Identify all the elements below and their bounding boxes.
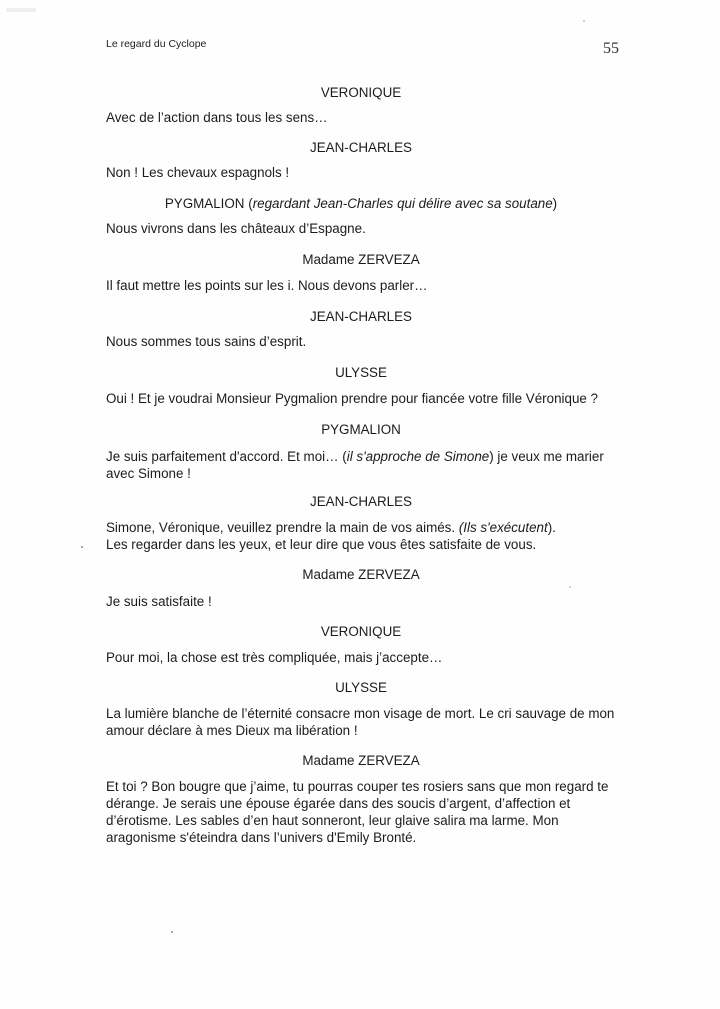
speaker-name: Madame ZERVEZA bbox=[302, 753, 420, 768]
dialogue-line bbox=[106, 593, 626, 610]
paren-open: ( bbox=[248, 196, 253, 211]
dialogue-text: Avec de l’action dans tous les sens… bbox=[106, 110, 328, 125]
speaker-name: PYGMALION bbox=[164, 196, 245, 211]
speaker-name: Madame ZERVEZA bbox=[302, 252, 420, 267]
dialogue-paragraph bbox=[106, 448, 626, 482]
speaker-name: JEAN-CHARLES bbox=[310, 494, 412, 509]
dialogue-text: Il faut mettre les points sur les i. Nous devons parler… bbox=[106, 278, 428, 293]
stage-direction: (Ils s'exécutent bbox=[458, 520, 548, 535]
speaker-name: JEAN-CHARLES bbox=[310, 309, 412, 324]
dialogue-text: Simone, Véronique, veuillez prendre la main de vos aimés. (Ils s'exécutent). bbox=[106, 520, 556, 535]
dialogue-text: Je suis satisfaite ! bbox=[106, 594, 212, 609]
dialogue-text: Les regarder dans les yeux, et leur dire que vous êtes satisfaite de vous. bbox=[106, 537, 537, 552]
dialogue-text: Je suis parfaitement d'accord. Et moi… (il s'approche de Simone) je veux me marier bbox=[106, 449, 604, 464]
dialogue-text: Nous sommes tous sains d’esprit. bbox=[106, 334, 307, 349]
dialogue-line bbox=[106, 333, 626, 350]
dialogue-text: d’érotisme. Les sables d’en haut sonneront, leur glaive salira ma larme. Mon bbox=[106, 813, 559, 828]
dialogue-text: La lumière blanche de l’éternité consacre mon visage de mort. Le cri sauvage de mon bbox=[106, 706, 615, 721]
dialogue-line bbox=[106, 390, 626, 407]
running-header-title: Le regard du Cyclope bbox=[106, 38, 207, 50]
scan-speck bbox=[569, 586, 571, 588]
speaker-with-direction bbox=[106, 196, 616, 212]
dialogue-paragraph bbox=[106, 519, 626, 553]
speaker-name: VERONIQUE bbox=[320, 85, 402, 100]
scan-speck bbox=[583, 20, 585, 22]
scan-smudge bbox=[6, 8, 36, 12]
dialogue-line bbox=[106, 277, 626, 294]
dialogue-text: aragonisme s'éteindra dans l’univers d'Emily Bronté. bbox=[106, 830, 417, 845]
dialogue-line bbox=[106, 220, 626, 237]
dialogue-line bbox=[106, 164, 626, 181]
speaker-name: ULYSSE bbox=[335, 680, 387, 695]
dialogue-text: Et toi ? Bon bougre que j’aime, tu pourras couper tes rosiers sans que mon regard te bbox=[106, 779, 609, 794]
speaker-name: VERONIQUE bbox=[320, 624, 402, 639]
scan-speck bbox=[81, 546, 83, 548]
speaker-name: JEAN-CHARLES bbox=[310, 140, 412, 155]
stage-direction: regardant Jean-Charles qui délire avec sa soutane bbox=[252, 196, 553, 211]
paren-close: ) bbox=[552, 196, 558, 211]
scan-speck bbox=[171, 931, 173, 933]
dialogue-text: Non ! Les chevaux espagnols ! bbox=[106, 165, 290, 180]
dialogue-text: Pour moi, la chose est très compliquée, mais j’accepte… bbox=[106, 650, 443, 665]
stage-direction: il s'approche de Simone bbox=[346, 449, 490, 464]
speaker-name: PYGMALION bbox=[321, 422, 401, 437]
dialogue-text: Nous vivrons dans les châteaux d’Espagne. bbox=[106, 221, 366, 236]
dialogue-text: Oui ! Et je voudrai Monsieur Pygmalion prendre pour fiancée votre fille Véronique ? bbox=[106, 391, 599, 406]
speaker-name: ULYSSE bbox=[335, 365, 387, 380]
page-number: 55 bbox=[603, 40, 619, 57]
speaker-name: Madame ZERVEZA bbox=[302, 567, 420, 582]
dialogue-text: avec Simone ! bbox=[106, 466, 191, 481]
dialogue-paragraph bbox=[106, 778, 626, 846]
dialogue-text: amour déclare à mes Dieux ma libération ! bbox=[106, 723, 358, 738]
dialogue-text: dérange. Je serais une épouse égarée dans des soucis d’argent, d’affection et bbox=[106, 796, 571, 811]
dialogue-paragraph bbox=[106, 705, 626, 739]
dialogue-line bbox=[106, 649, 626, 666]
dialogue-line bbox=[106, 109, 626, 126]
